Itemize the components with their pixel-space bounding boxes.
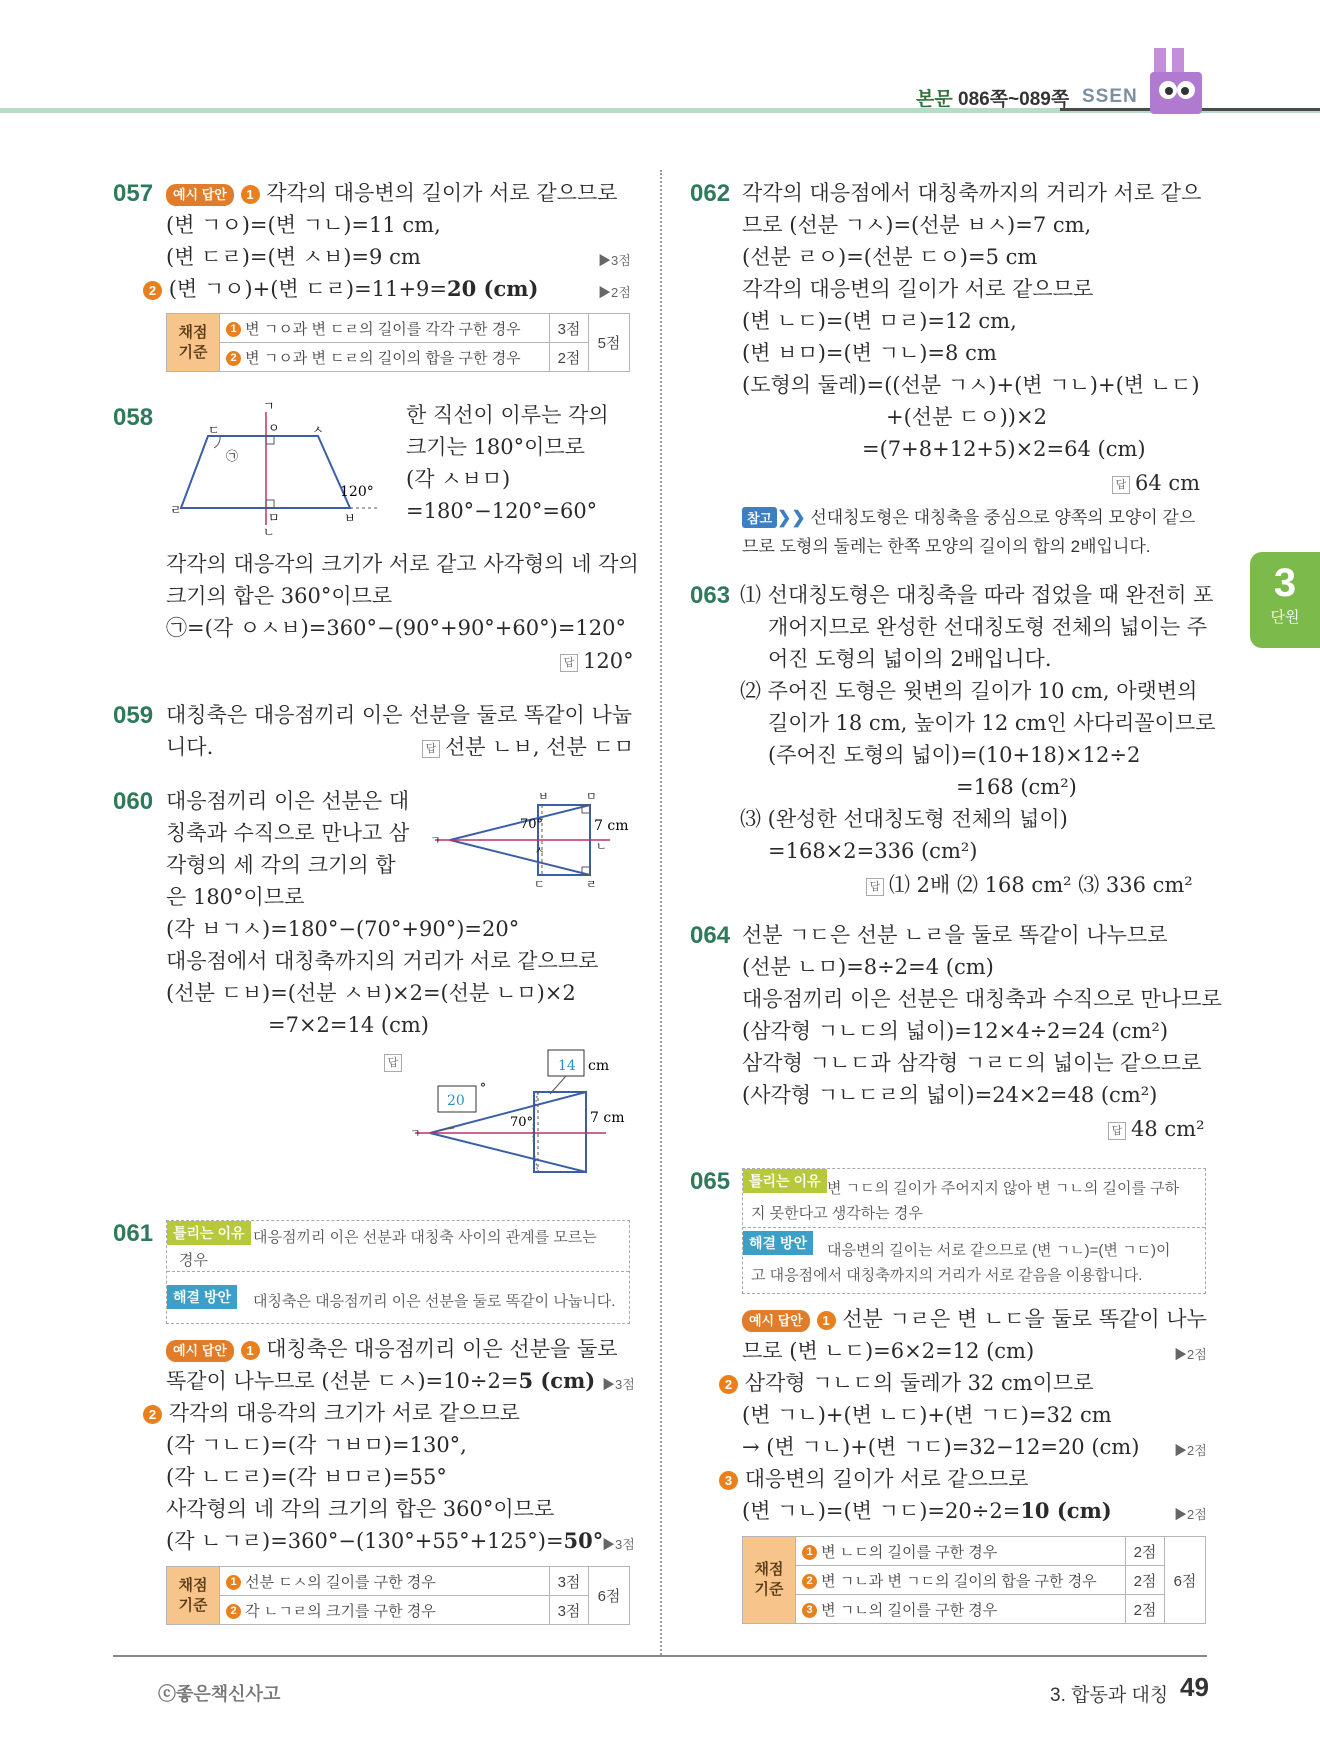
answer-line: 답 64 cm: [1112, 468, 1200, 498]
label-b: ㅂ: [538, 790, 549, 803]
divider: [167, 1271, 629, 1272]
answer-box-value: 20: [447, 1093, 465, 1109]
header-page-range: 본문 086쪽~089쪽: [916, 89, 1070, 110]
publisher: ⓒ좋은책신사고: [158, 1684, 281, 1704]
text-line: 각각의 대응변의 길이가 서로 같으므로: [742, 277, 1094, 301]
text-line: 므로 (변 ㄴㄷ)=6×2=12 (cm): [742, 1339, 1035, 1363]
criteria-row: 2 변 ㄱㄴ과 변 ㄱㄷ의 길이의 합을 구한 경우: [796, 1566, 1126, 1595]
label-s: ㅅ: [534, 844, 545, 857]
problem-number: 065: [690, 1168, 731, 1195]
step-2-icon: 2: [226, 1604, 241, 1619]
text-line: 각형의 세 각의 크기의 합: [166, 853, 396, 877]
text-line: 길이가 18 cm, 높이가 12 cm인 사다리꼴이므로: [768, 711, 1216, 735]
criteria-points: 3점: [550, 314, 589, 343]
label-angle-symbol: ㉠: [226, 449, 239, 463]
label-angle: 70°: [510, 1115, 534, 1130]
solution-row: [167, 1285, 237, 1309]
criteria-row: 2 각 ㄴㄱㄹ의 크기를 구한 경우: [220, 1596, 550, 1625]
text-line: 삼각형 ㄱㄴㄷ과 삼각형 ㄱㄹㄷ의 넓이는 같으므로: [742, 1051, 1202, 1075]
chapter-tab[interactable]: [1250, 552, 1320, 648]
wrong-reason-text: 경우: [179, 1252, 208, 1269]
answer-mark: 답: [422, 740, 440, 758]
text-line: (각 ㄱㄴㄷ)=(각 ㄱㅂㅁ)=130°,: [166, 1433, 467, 1457]
text-line: =168 (cm²): [956, 775, 1077, 799]
label-d: ㄷ: [208, 423, 220, 437]
chapter-label: 단원: [1270, 609, 1300, 626]
error-reason-box: [166, 1220, 630, 1324]
step-3-icon: 3: [802, 1603, 817, 1618]
text-line: 크기는 180°이므로: [406, 435, 585, 459]
text-line: 예시 답안 1 각각의 대응변의 길이가 서로 같으므로: [166, 178, 618, 208]
step-2-icon: 2: [719, 1375, 738, 1394]
text-line: 대응점끼리 이은 선분은 대: [166, 789, 410, 813]
solution-text: 대응변의 길이는 서로 같으므로 (변 ㄱㄴ)=(변 ㄱㄷ)이: [827, 1242, 1171, 1259]
criteria-points: 2점: [1126, 1566, 1165, 1595]
example-answer-badge: 예시 답안: [742, 1310, 810, 1332]
criteria-points: 3점: [550, 1567, 589, 1596]
example-answer-badge: 예시 답안: [166, 184, 234, 206]
text-line: (변 ㄱㄴ)=(변 ㄱㄷ)=20÷2=10 (cm): [742, 1498, 1112, 1523]
error-reason-box: [742, 1168, 1206, 1294]
criteria-row: 2 변 ㄱㅇ과 변 ㄷㄹ의 길이의 합을 구한 경우: [220, 343, 550, 372]
label-o: ㅇ: [268, 421, 280, 435]
answer-line: 답 선분 ㄴㅂ, 선분 ㄷㅁ: [422, 732, 634, 762]
text-line: 은 180°이므로: [166, 885, 305, 909]
chapter-number: 3: [1273, 561, 1297, 605]
text-line: (각 ㄴㄱㄹ)=360°−(130°+55°+125°)=50°: [166, 1528, 604, 1553]
label-length: 7 cm: [590, 1110, 625, 1126]
text-line: =168×2=336 (cm²): [768, 839, 978, 863]
text-line: 선분 ㄱㄷ은 선분 ㄴㄹ을 둘로 똑같이 나누므로: [742, 923, 1168, 947]
text-line: 사각형의 네 각의 크기의 합은 360°이므로: [166, 1497, 555, 1521]
wrong-reason-tag: 틀리는 이유: [743, 1169, 827, 1193]
problem-number: 058: [113, 404, 154, 431]
note-line: 참고 ❯❯ 선대칭도형은 대칭축을 중심으로 양쪽의 모양이 같으: [742, 503, 1195, 528]
step-1-icon: 1: [241, 185, 260, 204]
problem-number: 062: [690, 180, 731, 207]
note-line: 므로 도형의 둘레는 한쪽 모양의 길이의 합의 2배입니다.: [742, 537, 1151, 556]
label-g: ㄱ: [430, 834, 441, 847]
problem-number: 057: [113, 180, 154, 207]
answer-line: 답 ⑴ 2배 ⑵ 168 cm² ⑶ 336 cm²: [866, 870, 1193, 900]
text-line: (각 ㅂㄱㅅ)=180°−(70°+90°)=20°: [166, 917, 520, 941]
label-r: ㄹ: [586, 878, 597, 891]
text-line: 예시 답안 1 대칭축은 대응점끼리 이은 선분을 둘로: [166, 1334, 618, 1364]
label-a: ㄱ: [263, 399, 275, 413]
label-r: ㄹ: [170, 503, 182, 517]
criteria-header: 채점 기준: [743, 1537, 796, 1624]
reason-row: [743, 1169, 827, 1193]
footer-rule: [113, 1655, 1207, 1657]
text-line: (각 ㅅㅂㅁ): [406, 467, 511, 491]
text-line: (삼각형 ㄱㄴㄷ의 넓이)=12×4÷2=24 (cm²): [742, 1019, 1169, 1043]
text-line: 니다.: [166, 735, 214, 759]
text-line: (사각형 ㄱㄴㄷㄹ의 넓이)=24×2=48 (cm²): [742, 1083, 1158, 1107]
answer-mark: 답: [866, 878, 884, 896]
problem-number: 064: [690, 922, 731, 949]
text-line: 한 직선이 이루는 각의: [406, 403, 609, 427]
step-1-icon: 1: [226, 322, 241, 337]
label-angle: 120°: [340, 484, 374, 500]
scoring-criteria-table: [166, 313, 630, 372]
trapezoid-figure: [168, 399, 388, 539]
criteria-header: 채점 기준: [167, 314, 220, 372]
criteria-header: 채점 기준: [167, 1567, 220, 1625]
text-line: =7×2=14 (cm): [268, 1013, 429, 1037]
label-angle: 70°: [520, 817, 544, 832]
text-line: 대응점에서 대칭축까지의 거리가 서로 같으므로: [166, 949, 599, 973]
answer-kite-figure: [410, 1048, 640, 1178]
text-line: +(선분 ㄷㅇ))×2: [886, 405, 1047, 429]
note-tag: 참고: [742, 507, 777, 528]
label-m: ㅁ: [586, 790, 597, 803]
answer-mark: 답: [1112, 476, 1130, 494]
text-line: (변 ㄱㄴ)+(변 ㄴㄷ)+(변 ㄱㄷ)=32 cm: [742, 1403, 1112, 1427]
text-line: 칭축과 수직으로 만나고 삼: [166, 821, 410, 845]
text-line: 어진 도형의 넓이의 2배입니다.: [768, 647, 1052, 671]
points: ▶2점: [598, 285, 631, 300]
label-length: 7 cm: [594, 818, 629, 834]
criteria-points: 3점: [550, 1596, 589, 1625]
note-arrow-icon: ❯❯: [777, 508, 806, 527]
label-b: ㅂ: [344, 511, 356, 525]
mascot-icon: [1148, 44, 1206, 118]
step-2-icon: 2: [143, 1405, 162, 1424]
text-line: =(7+8+12+5)×2=64 (cm): [862, 437, 1146, 461]
points: ▶3점: [598, 253, 631, 268]
wrong-reason-text: 변 ㄱㄷ의 길이가 주어지지 않아 변 ㄱㄴ의 길이를 구하: [827, 1180, 1180, 1197]
criteria-points: 2점: [1126, 1595, 1165, 1624]
text-line: 2 각각의 대응각의 크기가 서로 같으므로: [143, 1398, 520, 1428]
points: ▶3점: [602, 1537, 635, 1552]
step-3-icon: 3: [719, 1471, 738, 1490]
text-line: ⑵ 주어진 도형은 윗변의 길이가 10 cm, 아랫변의: [740, 679, 1198, 703]
step-2-icon: 2: [143, 281, 162, 300]
step-1-icon: 1: [817, 1311, 836, 1330]
step-2-icon: 2: [802, 1574, 817, 1589]
answer-line: [384, 1046, 407, 1076]
answer-mark: 답: [560, 654, 578, 672]
criteria-total: 5점: [589, 314, 630, 372]
text-line: (변 ㅂㅁ)=(변 ㄱㄴ)=8 cm: [742, 341, 997, 365]
text-line: 예시 답안 1 선분 ㄱㄹ은 변 ㄴㄷ을 둘로 똑같이 나누: [742, 1304, 1207, 1334]
solution-row: [743, 1231, 813, 1255]
text-line: (각 ㄴㄷㄹ)=(각 ㅂㅁㄹ)=55°: [166, 1465, 447, 1489]
answer-line: 답 48 cm²: [1108, 1114, 1205, 1144]
text-line: 대칭축은 대응점끼리 이은 선분을 둘로 똑같이 나눕: [166, 703, 633, 727]
text-line: (도형의 둘레)=((선분 ㄱㅅ)+(변 ㄱㄴ)+(변 ㄴㄷ): [742, 373, 1200, 397]
criteria-row: 1 변 ㄱㅇ과 변 ㄷㄹ의 길이를 각각 구한 경우: [220, 314, 550, 343]
points: ▶3점: [602, 1377, 635, 1392]
label-n: ㄴ: [263, 525, 275, 539]
text-line: 대응점끼리 이은 선분은 대칭축과 수직으로 만나므로: [742, 987, 1222, 1011]
chapter-title: 3. 합동과 대칭: [1050, 1685, 1169, 1706]
points: ▶2점: [1174, 1443, 1207, 1458]
wrong-reason-text: 대응점끼리 이은 선분과 대칭축 사이의 관계를 모르는: [253, 1229, 597, 1246]
step-1-icon: 1: [802, 1545, 817, 1560]
step-2-icon: 2: [226, 351, 241, 366]
solution-text: 고 대응점에서 대칭축까지의 거리가 서로 같음을 이용합니다.: [751, 1267, 1143, 1284]
criteria-row: 1 변 ㄴㄷ의 길이를 구한 경우: [796, 1537, 1126, 1566]
wrong-reason-text: 지 못한다고 생각하는 경우: [751, 1205, 923, 1222]
example-answer-badge: 예시 답안: [166, 1340, 234, 1362]
answer-mark: 답: [384, 1054, 402, 1072]
kite-figure: [430, 790, 640, 890]
scoring-criteria-table: [166, 1566, 630, 1625]
answer-box-value: 14: [558, 1058, 576, 1074]
text-line: ⑶ (완성한 선대칭도형 전체의 넓이): [740, 807, 1068, 831]
label-g: ㄱ: [410, 1127, 421, 1140]
text-line: (변 ㄱㅇ)=(변 ㄱㄴ)=11 cm,: [166, 213, 441, 237]
criteria-row: 1 선분 ㄷㅅ의 길이를 구한 경우: [220, 1567, 550, 1596]
text-line: (선분 ㄹㅇ)=(선분 ㄷㅇ)=5 cm: [742, 245, 1038, 269]
text-line: ⑴ 선대칭도형은 대칭축을 따라 접었을 때 완전히 포: [740, 583, 1214, 607]
criteria-row: 3 변 ㄱㄴ의 길이를 구한 경우: [796, 1595, 1126, 1624]
criteria-points: 2점: [1126, 1537, 1165, 1566]
text-line: (선분 ㄴㅁ)=8÷2=4 (cm): [742, 955, 994, 979]
page-number: 49: [1180, 1672, 1209, 1702]
criteria-total: 6점: [589, 1567, 630, 1625]
solution-tag: 해결 방안: [167, 1285, 237, 1309]
label-d: ㄷ: [534, 878, 545, 891]
step-1-icon: 1: [226, 1575, 241, 1590]
problem-number: 060: [113, 788, 154, 815]
answer-box-unit: cm: [588, 1058, 610, 1074]
step-1-icon: 1: [241, 1341, 260, 1360]
problem-number: 061: [113, 1220, 154, 1247]
points: ▶2점: [1174, 1347, 1207, 1362]
brand-logo: SSEN: [1082, 86, 1138, 107]
text-line: 2 삼각형 ㄱㄴㄷ의 둘레가 32 cm이므로: [719, 1368, 1094, 1398]
text-line: (선분 ㄷㅂ)=(선분 ㅅㅂ)×2=(선분 ㄴㅁ)×2: [166, 981, 576, 1005]
text-line: 므로 (선분 ㄱㅅ)=(선분 ㅂㅅ)=7 cm,: [742, 213, 1092, 237]
divider: [743, 1227, 1205, 1228]
answer-line: 답 120°: [560, 646, 634, 676]
points: ▶2점: [1174, 1507, 1207, 1522]
answer-box-degree: °: [480, 1081, 486, 1095]
column-divider: [660, 170, 662, 1655]
text-line: =180°−120°=60°: [406, 499, 598, 523]
text-line: 똑같이 나누므로 (선분 ㄷㅅ)=10÷2=5 (cm): [166, 1368, 596, 1393]
answer-mark: 답: [1108, 1122, 1126, 1140]
solution-tag: 해결 방안: [743, 1231, 813, 1255]
text-line: 각각의 대응점에서 대칭축까지의 거리가 서로 같으: [742, 181, 1202, 205]
solution-text: 대칭축은 대응점끼리 이은 선분을 둘로 똑같이 나눕니다.: [253, 1293, 616, 1310]
text-line: 각각의 대응각의 크기가 서로 같고 사각형의 네 각의: [166, 552, 639, 576]
text-line: (주어진 도형의 넓이)=(10+18)×12÷2: [768, 743, 1141, 767]
text-line: (변 ㄴㄷ)=(변 ㅁㄹ)=12 cm,: [742, 309, 1017, 333]
criteria-points: 2점: [550, 343, 589, 372]
problem-number: 059: [113, 702, 154, 729]
problem-number: 063: [690, 582, 731, 609]
text-line: → (변 ㄱㄴ)+(변 ㄱㄷ)=32−12=20 (cm): [742, 1435, 1140, 1459]
reason-row: [167, 1221, 251, 1245]
scoring-criteria-table: [742, 1536, 1206, 1624]
criteria-total: 6점: [1165, 1537, 1206, 1624]
text-line: 2 (변 ㄱㅇ)+(변 ㄷㄹ)=11+9=20 (cm): [143, 274, 538, 304]
text-line: 3 대응변의 길이가 서로 같으므로: [719, 1464, 1028, 1494]
wrong-reason-tag: 틀리는 이유: [167, 1221, 251, 1245]
label-m: ㅁ: [268, 511, 280, 525]
text-line: (변 ㄷㄹ)=(변 ㅅㅂ)=9 cm: [166, 245, 421, 269]
text-line: ㉠=(각 ㅇㅅㅂ)=360°−(90°+90°+60°)=120°: [166, 616, 626, 640]
text-line: 개어지므로 완성한 선대칭도형 전체의 넓이는 주: [768, 615, 1208, 639]
label-n: ㄴ: [596, 840, 607, 853]
label-s: ㅅ: [312, 423, 324, 437]
text-line: 크기의 합은 360°이므로: [166, 584, 393, 608]
